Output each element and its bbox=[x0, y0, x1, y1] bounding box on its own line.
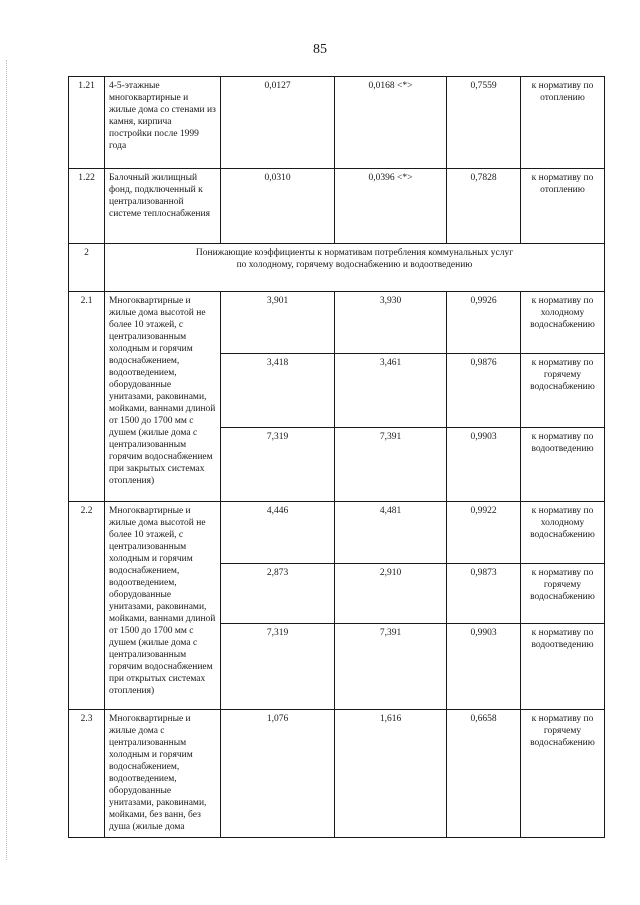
row-number: 2.3 bbox=[69, 710, 105, 838]
coefficient-cell: 0,9873 bbox=[447, 564, 521, 624]
row-number: 2.2 bbox=[69, 502, 105, 710]
value-cell: 0,0168 <*> bbox=[335, 77, 447, 169]
note-cell: к нормативу по водоотведению bbox=[521, 624, 605, 710]
coefficient-cell: 0,9903 bbox=[447, 624, 521, 710]
note-cell: к нормативу по горячему водоснабжению bbox=[521, 564, 605, 624]
value-cell: 1,616 bbox=[335, 710, 447, 838]
section-number: 2 bbox=[69, 244, 105, 292]
coefficient-cell: 0,7559 bbox=[447, 77, 521, 169]
section-title-line-2: по холодному, горячему водоснабжению и водоотведению bbox=[236, 260, 473, 270]
table-row-2-3 bbox=[69, 710, 605, 838]
row-description: 4-5-этажные многоквартирные и жилые дома со стенами из камня, кирпича постройки после 1999 года bbox=[105, 77, 221, 169]
section-title bbox=[105, 244, 605, 292]
table-row-1-21 bbox=[69, 77, 605, 169]
note-cell: к нормативу по отоплению bbox=[521, 169, 605, 244]
value-cell: 7,319 bbox=[221, 624, 335, 710]
note-cell: к нормативу по горячему водоснабжению bbox=[521, 710, 605, 838]
table-row-1-22 bbox=[69, 169, 605, 244]
note-cell: к нормативу по отоплению bbox=[521, 77, 605, 169]
note-cell: к нормативу по холодному водоснабжению bbox=[521, 502, 605, 564]
value-cell: 2,873 bbox=[221, 564, 335, 624]
note-cell: к нормативу по холодному водоснабжению bbox=[521, 292, 605, 354]
value-cell: 0,0310 bbox=[221, 169, 335, 244]
value-cell: 3,461 bbox=[335, 354, 447, 428]
row-description: Многоквартирные и жилые дома высотой не более 10 этажей, с централизованным холодным и горячим водоснабжением, водоотведением, оборудованные унитазами, раковинами, мойками, ваннами длиной от 1500 до 1700 мм с душем (жилые дома с централизованным горячим водоснабжением при закрытых системах отопления) bbox=[105, 292, 221, 502]
coefficient-cell: 0,9876 bbox=[447, 354, 521, 428]
value-cell: 7,391 bbox=[335, 428, 447, 502]
value-cell: 0,0396 <*> bbox=[335, 169, 447, 244]
coefficient-cell: 0,9926 bbox=[447, 292, 521, 354]
value-cell: 2,910 bbox=[335, 564, 447, 624]
value-cell: 1,076 bbox=[221, 710, 335, 838]
value-cell: 7,319 bbox=[221, 428, 335, 502]
note-cell: к нормативу по водоотведению bbox=[521, 428, 605, 502]
row-number: 1.21 bbox=[69, 77, 105, 169]
value-cell: 7,391 bbox=[335, 624, 447, 710]
row-description: Многоквартирные и жилые дома с централизованным холодным и горячим водоснабжением, водоотведением, оборудованные унитазами, раковинами, мойками, без ванн, без душа (жилые дома bbox=[105, 710, 221, 838]
coefficients-table bbox=[68, 76, 605, 838]
section-title-line-1: Понижающие коэффициенты к нормативам потребления коммунальных услуг bbox=[195, 248, 514, 258]
value-cell: 3,930 bbox=[335, 292, 447, 354]
value-cell: 4,481 bbox=[335, 502, 447, 564]
coefficient-cell: 0,6658 bbox=[447, 710, 521, 838]
note-cell: к нормативу по горячему водоснабжению bbox=[521, 354, 605, 428]
table-row-2-1 bbox=[69, 292, 605, 354]
row-number: 2.1 bbox=[69, 292, 105, 502]
table-row-2-2 bbox=[69, 502, 605, 564]
row-description: Балочный жилищный фонд, подключенный к централизованной системе теплоснабжения bbox=[105, 169, 221, 244]
value-cell: 3,418 bbox=[221, 354, 335, 428]
value-cell: 4,446 bbox=[221, 502, 335, 564]
coefficient-cell: 0,9903 bbox=[447, 428, 521, 502]
row-description: Многоквартирные и жилые дома высотой не более 10 этажей, с централизованным холодным и горячим водоснабжением, водоотведением, оборудованные унитазами, раковинами, мойками, ваннами длиной от 1500 до 1700 мм с душем (жилые дома с централизованным горячим водоснабжением при открытых системах отопления) bbox=[105, 502, 221, 710]
coefficient-cell: 0,9922 bbox=[447, 502, 521, 564]
scan-edge-line bbox=[6, 60, 8, 860]
coefficient-cell: 0,7828 bbox=[447, 169, 521, 244]
row-number: 1.22 bbox=[69, 169, 105, 244]
page-number: 85 bbox=[313, 42, 327, 57]
value-cell: 0,0127 bbox=[221, 77, 335, 169]
section-header-row bbox=[69, 244, 605, 292]
value-cell: 3,901 bbox=[221, 292, 335, 354]
